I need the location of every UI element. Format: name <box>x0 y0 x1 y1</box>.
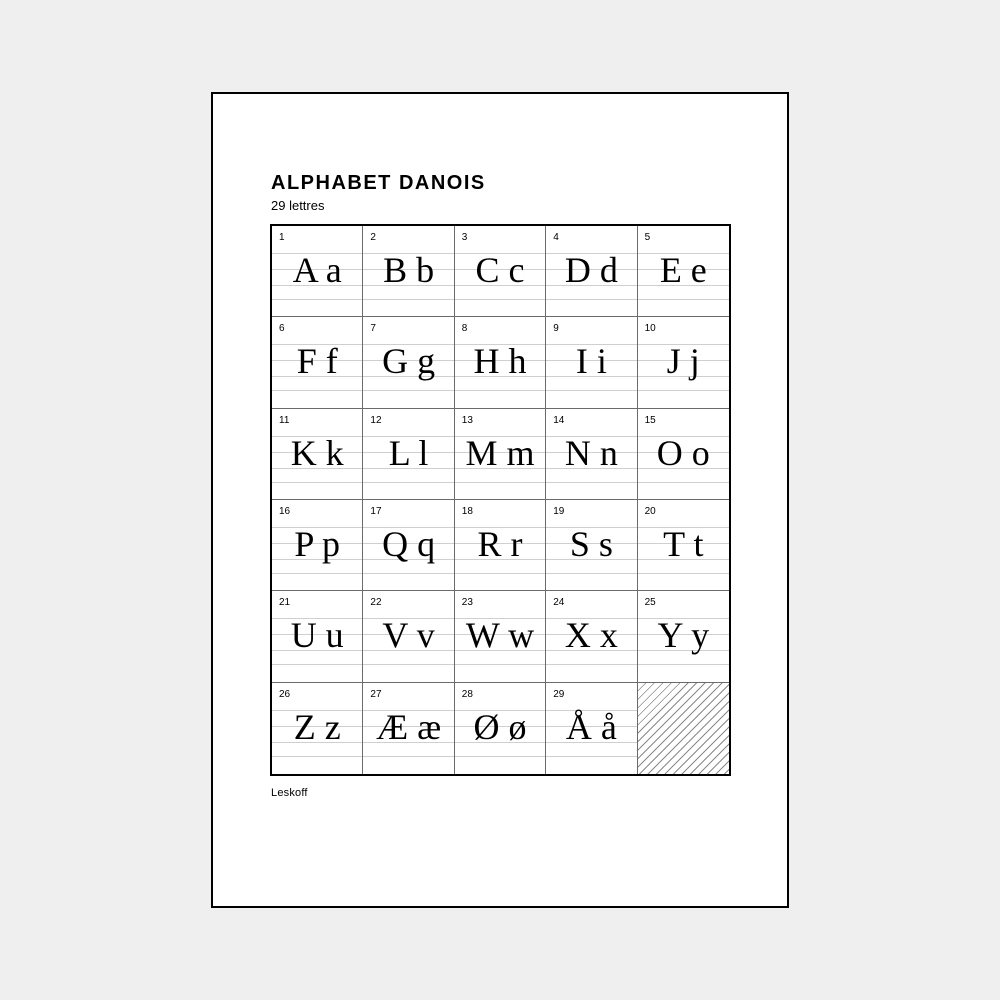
letter-glyphs: N n <box>564 432 618 473</box>
letter-number: 15 <box>644 414 656 426</box>
letter-number: 20 <box>644 506 656 517</box>
letter-cell <box>638 591 729 682</box>
letter-glyphs: X x <box>564 615 618 656</box>
letter-cell <box>272 500 363 591</box>
letter-number: 11 <box>279 414 290 426</box>
letter-glyphs: P p <box>294 524 341 564</box>
letter-glyphs: Å å <box>565 706 617 747</box>
alphabet-grid <box>270 224 731 776</box>
letter-number: 26 <box>279 688 291 700</box>
letter-cell <box>272 591 363 682</box>
letter-cell <box>272 226 363 317</box>
letter-number: 27 <box>370 688 382 700</box>
letter-glyphs: V v <box>382 615 435 656</box>
letter-glyphs: T t <box>663 524 704 564</box>
letter-cell <box>455 409 546 500</box>
letter-glyphs: H h <box>473 341 527 382</box>
letter-number: 21 <box>279 597 291 609</box>
letter-cell <box>455 683 546 774</box>
letter-glyphs: M m <box>465 432 535 473</box>
letter-number: 25 <box>644 597 656 609</box>
letter-glyphs: A a <box>292 250 342 290</box>
letter-cell <box>363 500 454 591</box>
letter-cell <box>363 226 454 317</box>
letter-number: 22 <box>370 597 382 609</box>
letter-cell <box>363 317 454 408</box>
letter-cell <box>272 683 363 774</box>
letter-number: 13 <box>461 414 473 426</box>
letter-cell <box>546 226 637 317</box>
letter-number: 19 <box>553 506 565 517</box>
empty-hatched-cell <box>638 683 729 774</box>
letter-number: 18 <box>461 506 473 517</box>
letter-cell <box>455 500 546 591</box>
letter-cell <box>546 591 637 682</box>
letter-number: 6 <box>279 323 285 335</box>
letter-cell <box>546 409 637 500</box>
letter-cell <box>638 409 729 500</box>
brand-logo: Leskoff <box>271 787 308 799</box>
letter-glyphs: S s <box>569 524 613 564</box>
letter-cell <box>638 226 729 317</box>
letter-number: 9 <box>553 323 559 335</box>
letter-glyphs: Y y <box>657 615 710 656</box>
letter-glyphs: F f <box>296 341 338 382</box>
letter-glyphs: R r <box>477 524 523 564</box>
letter-number: 23 <box>461 597 473 609</box>
letter-cell <box>455 591 546 682</box>
letter-cell <box>272 317 363 408</box>
letter-number: 5 <box>644 232 651 243</box>
letter-glyphs: J j <box>666 341 700 382</box>
letter-cell <box>363 591 454 682</box>
letter-number: 16 <box>279 506 291 517</box>
letter-number: 3 <box>461 232 468 243</box>
poster-subtitle: 29 lettres <box>271 198 325 213</box>
letter-number: 2 <box>370 232 376 243</box>
letter-glyphs: U u <box>290 615 344 656</box>
letter-glyphs: L l <box>388 432 429 473</box>
letter-cell <box>363 683 454 774</box>
letter-cell <box>546 683 637 774</box>
letter-glyphs: B b <box>383 250 435 290</box>
letter-cell <box>455 317 546 408</box>
letter-glyphs: I i <box>575 341 607 382</box>
letter-glyphs: E e <box>659 250 707 290</box>
letter-glyphs: G g <box>382 341 436 382</box>
letter-cell <box>638 500 729 591</box>
letter-number: 24 <box>553 597 565 609</box>
letter-glyphs: Æ æ <box>376 706 442 747</box>
letter-cell <box>272 409 363 500</box>
poster <box>211 92 789 908</box>
letter-number: 14 <box>553 414 565 426</box>
letter-glyphs: Ø ø <box>473 706 527 747</box>
letter-number: 1 <box>279 232 285 243</box>
poster-title: ALPHABET DANOIS <box>271 172 486 194</box>
letter-glyphs: C c <box>475 250 525 290</box>
letter-number: 10 <box>644 323 656 335</box>
letter-cell <box>546 317 637 408</box>
letter-glyphs: D d <box>564 250 618 290</box>
letter-number: 4 <box>553 232 559 243</box>
letter-number: 12 <box>370 414 382 426</box>
letter-cell <box>638 317 729 408</box>
letter-glyphs: Z z <box>293 706 341 747</box>
letter-cell <box>455 226 546 317</box>
letter-number: 28 <box>461 688 473 700</box>
letter-cell <box>363 409 454 500</box>
letter-glyphs: Q q <box>382 524 436 564</box>
letter-cell <box>546 500 637 591</box>
letter-glyphs: O o <box>656 432 710 473</box>
letter-number: 29 <box>553 688 565 700</box>
letter-number: 8 <box>461 323 468 335</box>
letter-number: 17 <box>370 506 382 517</box>
letter-number: 7 <box>370 323 376 335</box>
letter-glyphs: K k <box>290 432 344 473</box>
letter-glyphs: W w <box>465 615 535 656</box>
